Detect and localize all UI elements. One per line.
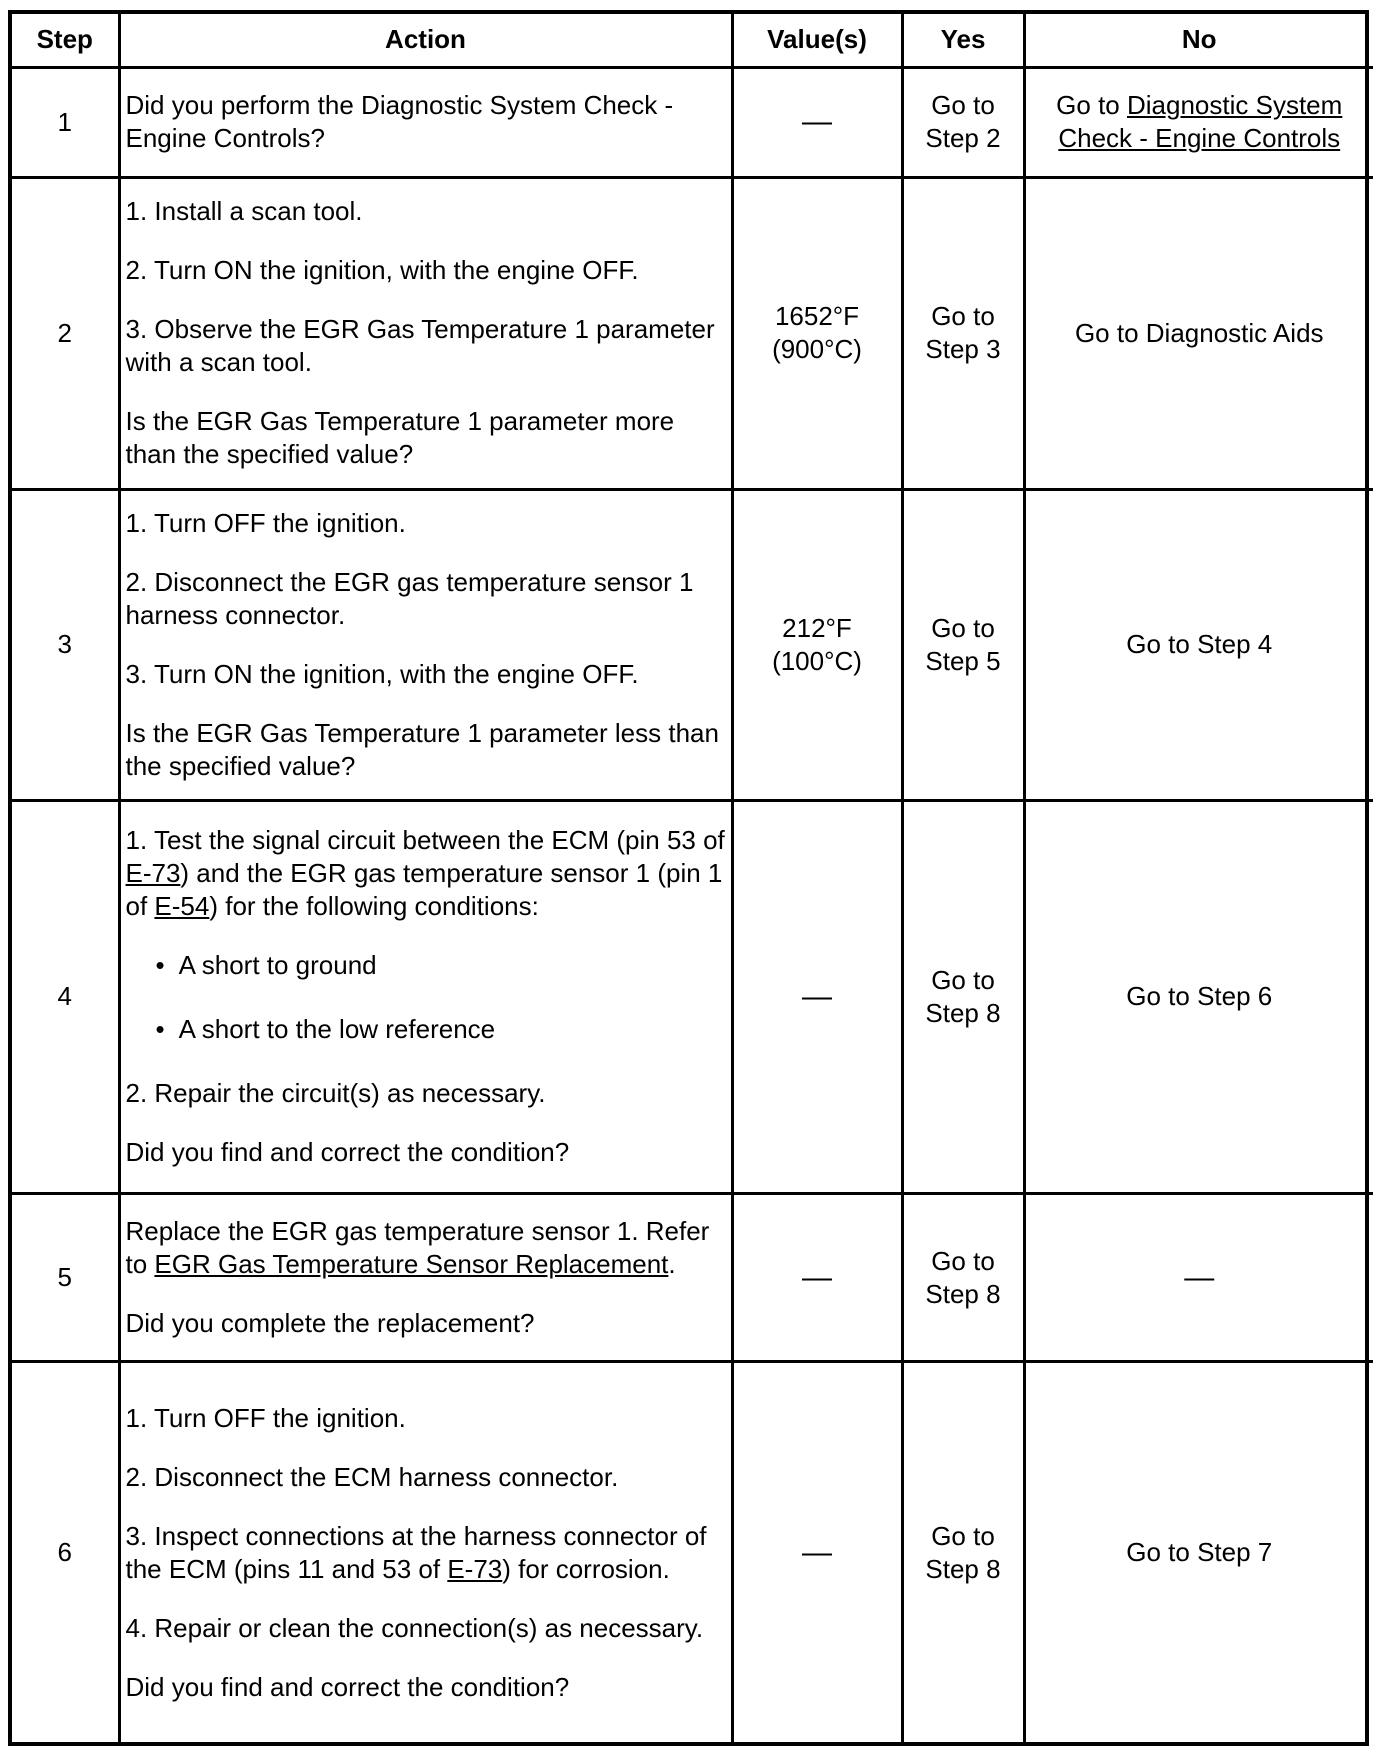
action-step-text: [126, 1215, 726, 1281]
value-cell: [732, 1193, 902, 1362]
list-item: • A short to ground: [156, 949, 726, 982]
yes-cell: Go to Step 8: [902, 800, 1024, 1193]
action-step-text: 3. Turn ON the ignition, with the engine OFF.: [125, 658, 639, 689]
table-row: [12, 178, 1373, 489]
no-prefix: Go to: [1056, 90, 1127, 121]
step-number: 1: [12, 67, 119, 178]
condition-list: [126, 949, 726, 1046]
action-text: Did you perform the Diagnostic System Check - Engine Controls?: [125, 90, 674, 154]
sensor-replacement-link[interactable]: EGR Gas Temperature Sensor Replacement: [154, 1249, 669, 1280]
action-question: Did you complete the replacement?: [125, 1308, 535, 1339]
yes-cell: Go to Step 2: [902, 67, 1024, 178]
value-cell: [732, 178, 902, 489]
action-cell: [119, 1193, 732, 1362]
action-cell: [119, 800, 732, 1193]
action-text-part: ) for the following conditions:: [209, 891, 539, 922]
action-step-text: 4. Repair or clean the connection(s) as necessary.: [125, 1612, 704, 1643]
action-step-text: 1. Turn OFF the ignition.: [125, 507, 406, 538]
action-question: Is the EGR Gas Temperature 1 parameter more than the specified value?: [125, 406, 675, 470]
empty-value-dash: —: [802, 1260, 832, 1294]
header-row: [12, 14, 1373, 67]
empty-value-dash: —: [802, 1535, 832, 1569]
value-cell: [732, 1362, 902, 1742]
no-cell: [1024, 67, 1373, 178]
yes-cell: Go to Step 3: [902, 178, 1024, 489]
action-question: Did you find and correct the condition?: [125, 1137, 570, 1168]
table-row: [12, 67, 1373, 178]
action-question: Is the EGR Gas Temperature 1 parameter less than the specified value?: [125, 717, 719, 781]
list-item: • A short to the low reference: [156, 1013, 726, 1046]
action-step-text: 3. Observe the EGR Gas Temperature 1 parameter with a scan tool.: [125, 314, 715, 378]
action-step-text: [126, 1520, 726, 1586]
diagnostic-table: [12, 14, 1373, 1742]
yes-cell: Go to Step 8: [902, 1193, 1024, 1362]
value-cell: [732, 67, 902, 178]
action-step-text: 1. Install a scan tool.: [125, 196, 363, 227]
no-cell: Go to Step 7: [1024, 1362, 1373, 1742]
table-row: [12, 800, 1373, 1193]
value-cell: [732, 800, 902, 1193]
table-row: [12, 1362, 1373, 1742]
table-row: [12, 1193, 1373, 1362]
action-cell: [119, 178, 732, 489]
table-row: [12, 489, 1373, 800]
action-text-part: 3. Inspect connections at the harness connector of the ECM (pins 11 and 53 of: [125, 1520, 707, 1584]
no-cell: [1024, 1193, 1373, 1362]
value-cell: [732, 489, 902, 800]
step-number: 6: [12, 1362, 119, 1742]
empty-value-dash: —: [1184, 1260, 1215, 1294]
action-step-text: 2. Disconnect the EGR gas temperature sensor 1 harness connector.: [125, 566, 694, 630]
header-no: No: [1024, 14, 1373, 67]
step-number: 5: [12, 1193, 119, 1362]
action-question: Did you find and correct the condition?: [125, 1671, 570, 1702]
step-number: 2: [12, 178, 119, 489]
action-step-text: 2. Repair the circuit(s) as necessary.: [125, 1078, 546, 1109]
diagnostic-table-frame: [8, 10, 1369, 1746]
action-step-text: 1. Turn OFF the ignition.: [125, 1402, 406, 1433]
step-number: 3: [12, 489, 119, 800]
action-text-part: .: [668, 1249, 676, 1280]
action-text-part: ) and the EGR gas temperature sensor 1 (pin 1 of: [125, 858, 723, 922]
header-step: Step: [12, 14, 119, 67]
action-text-part: 1. Test the signal circuit between the ECM (pin 53 of: [125, 825, 725, 856]
header-yes: Yes: [902, 14, 1024, 67]
yes-cell: Go to Step 5: [902, 489, 1024, 800]
connector-e73-link[interactable]: E-73: [447, 1553, 503, 1584]
no-cell: Go to Step 6: [1024, 800, 1373, 1193]
action-step-text: [126, 824, 726, 923]
action-text-part: Replace the EGR gas temperature sensor 1. Refer to: [125, 1216, 710, 1280]
action-cell: [119, 67, 732, 178]
value-celsius: (100°C): [772, 645, 862, 676]
connector-e73-link[interactable]: E-73: [125, 858, 181, 889]
no-cell: Go to Diagnostic Aids: [1024, 178, 1373, 489]
action-cell: [119, 489, 732, 800]
yes-cell: Go to Step 8: [902, 1362, 1024, 1742]
header-action: Action: [119, 14, 732, 67]
step-number: 4: [12, 800, 119, 1193]
empty-value-dash: —: [802, 105, 832, 139]
empty-value-dash: —: [802, 979, 832, 1013]
action-cell: [119, 1362, 732, 1742]
value-fahrenheit: 1652°F: [774, 301, 860, 332]
action-text-part: ) for corrosion.: [502, 1553, 670, 1584]
action-step-text: 2. Turn ON the ignition, with the engine OFF.: [125, 255, 639, 286]
connector-e54-link[interactable]: E-54: [154, 891, 210, 922]
value-fahrenheit: 212°F: [782, 612, 852, 643]
header-values: Value(s): [732, 14, 902, 67]
no-cell: Go to Step 4: [1024, 489, 1373, 800]
value-celsius: (900°C): [772, 334, 862, 365]
action-step-text: 2. Disconnect the ECM harness connector.: [125, 1461, 619, 1492]
diagnostic-system-check-link[interactable]: Diagnostic System Check - Engine Controls: [1058, 90, 1343, 154]
